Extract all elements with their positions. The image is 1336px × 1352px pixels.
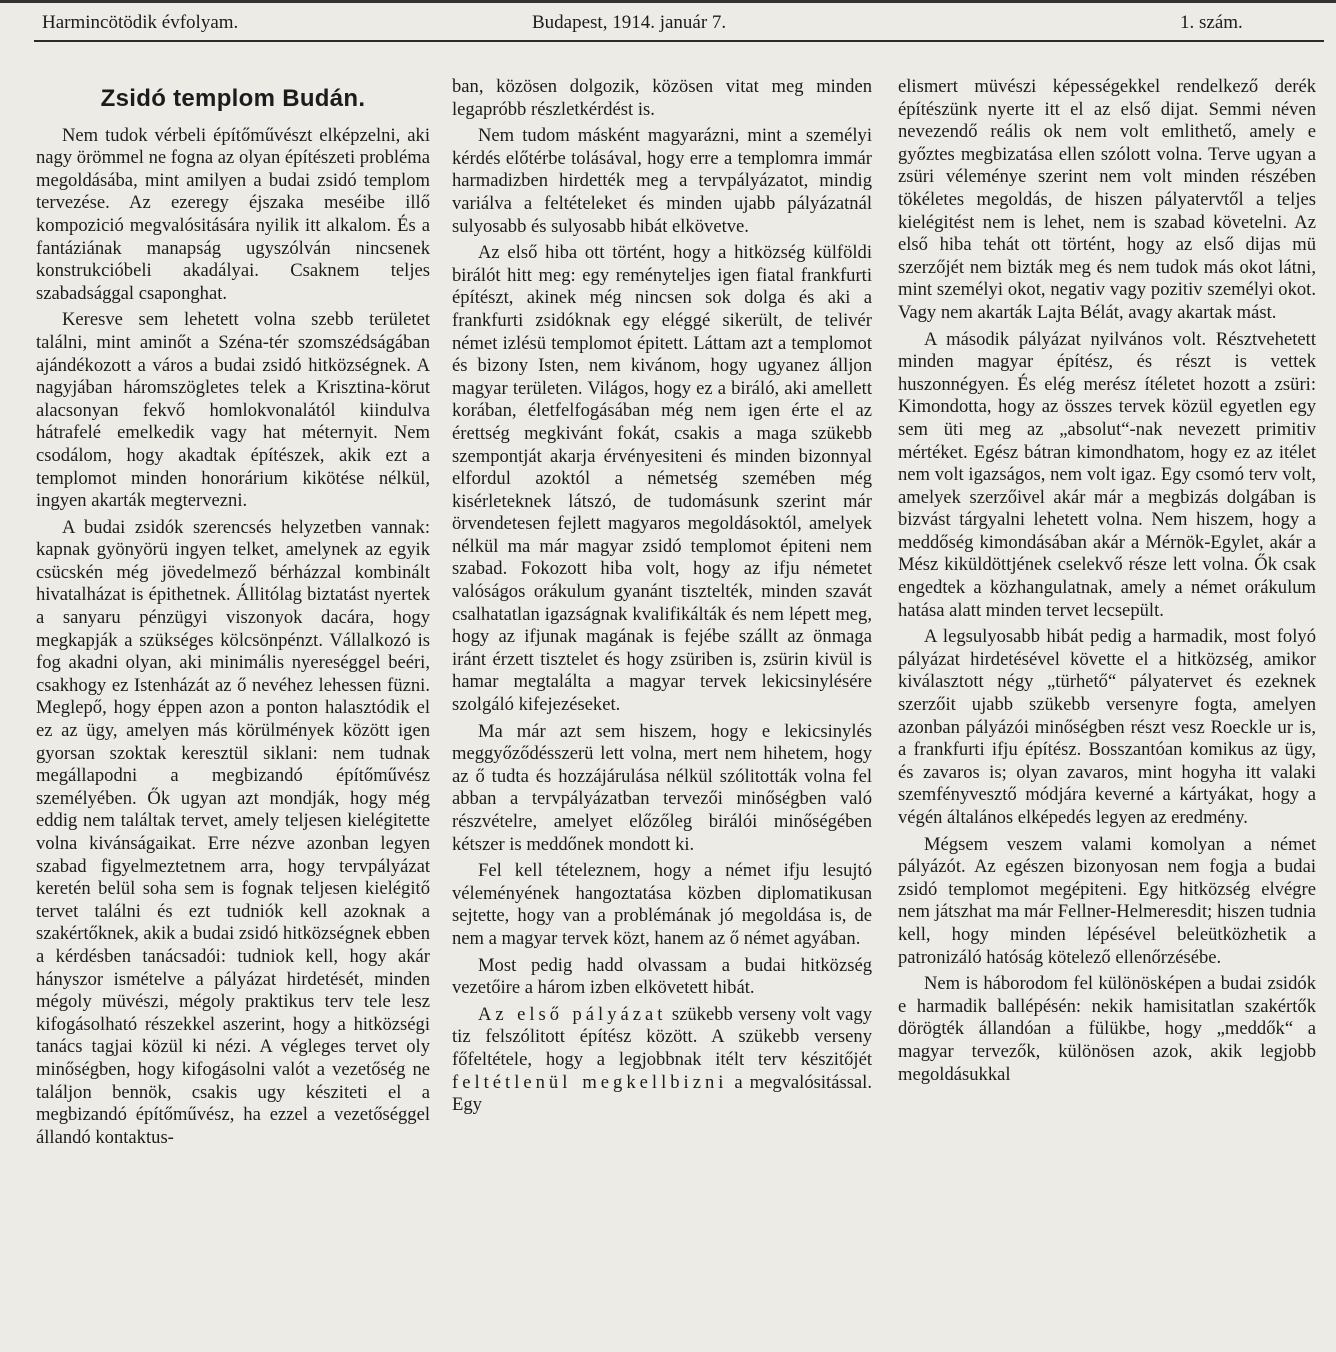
paragraph: Most pedig hadd olvassam a budai hitközség vezetőire a három izben elkövetett hibát. bbox=[452, 954, 872, 999]
column-1 bbox=[36, 74, 430, 1346]
text: szükebb verseny volt vagy tiz felszólitott építész között. A szükebb verseny főfeltétele, hogy a legjobbnak itélt terv készitőjét bbox=[452, 1003, 872, 1070]
header-rule bbox=[34, 40, 1324, 42]
issue-number: 1. szám. bbox=[1180, 12, 1243, 33]
volume-label: Harmincötödik évfolyam. bbox=[42, 12, 239, 33]
column-3 bbox=[898, 76, 1316, 1348]
paragraph: Mégsem veszem valami komolyan a német pályázót. Az egészen bizonyosan nem fogja a budai zsidó templomot megépiteni. Egy hitközség elvégre nem játszhat ma már Fellner-Helmeresdit; hiszen tudnia kell, hogy minden lépésével beleütközhetik a patronizáló hatóság kötelező ellenőrzésébe. bbox=[898, 833, 1316, 968]
paragraph: Az első hiba ott történt, hogy a hitközség külföldi birálót hitt meg: egy reményteljes igen fiatal frankfurti építészt, akinek még nincsen sok dolga és aki a frankfurti zsidóknak egy eléggé sikerült, de telivér német izlésü templomot épitett. Láttam azt a templomot és bizony Isten, nem kivánom, hogy ugyanez álljon magyar területen. Világos, hogy ez a biráló, aki amellett korában, életfelfogásában még nem igen érte el az érettség megkivánt fokát, csakis a maga szükebb szempontját akarja érvényesiteni és minden bizonnyal elfordul azoktól a németség szemében még kisérleteknek látszó, de tudomásunk szerint már örvendetesen fejlett magyaros megoldásoktól, amelyek nélkül ma már magyar zsidó templomot épiteni nem szabad. Fokozott hiba volt, hogy az ifju németet valóságos orákulum gyanánt tisztelték, minden szavát csalhatatlan igazságnak kvalifikálták és nem lépett meg, hogy az ifjunak magának is fejébe szállt az önmaga iránt érzett tisztelet és hogy zsüriben is, zsürin kivül is hamar megtalálta a magyar tervek lekicsinylésére szolgáló kifejezéseket. bbox=[452, 242, 872, 716]
paragraph: Keresve sem lehetett volna szebb területet találni, mint aminőt a Széna-tér szomszédságában ajándékozott a város a budai zsidó hitközségnek. A nagyjában háromszögletes telek a Krisztina-körut alacsonyan fekvő homlokvonalától kiindulva hátrafelé emelkedik vagy hat méternyit. Nem csodálom, hogy akadtak építészek, akik ezt a templomot minden honorárium kikötése nélkül, ingyen akarták megtervezni. bbox=[36, 309, 430, 512]
paragraph: Nem tudok vérbeli építőművészt elképzelni, aki nagy örömmel ne fogna az olyan építészeti probléma megoldásába, mint amilyen a budai zsidó templom tervezése. Az ezeregy éjszaka meséibe illő kompozició megvalósitására nyilik itt alkalom. És a fantáziának manapság ugyszólván nincsenek konstrukcióbeli akadályai. Csaknem teljes szabadsággal csaponghat. bbox=[36, 124, 430, 304]
paragraph: A budai zsidók szerencsés helyzetben vannak: kapnak gyönyörü ingyen telket, amelynek az egyik csücskén még jövedelmező bérházzal kombinált hivatalházat is épithetnek. Állitólag biztatást nyertek a sanyaru pénzügyi viszonyok dacára, hogy megkapják a szükséges kölcsönpénzt. Vállalkozó is fog akadni olyan, aki minimális nyereséggel beéri, csakhogy ez Istenházát az ő nevéhez lehessen füzni. Meglepő, hogy éppen azon a ponton halasztódik el ez az ügy, amelyen más körülmények között igen gyorsan szoktak keresztül siklani: nem tudnak megállapodni a megbizandó építőművész személyében. Ők ugyan azt mondják, hogy még eddig nem találtak tervet, amely teljesen kielégitette volna kivánságaikat. Erre nézve azonban legyen szabad figyelmeztetnem arra, hogy tervpályázat keretén belül soha sem is fognak teljesen kielégitő tervet találni és ezt tudniók kell azoknak a szakértőknek, akik a budai zsidó hitközségnek ebben a kérdésben tanácsadói: tudniok kell, hogy akár hányszor ismételve a pályázat hirdetését, minden mégoly müvészi, mégoly praktikus terv tele lesz kifogásolható részekkel aszerint, hogy a hitközségi tanács tagjai közül ki nézi. A végleges tervet oly minőségben, hogy kifogásolni valót a vezetőség ne találjon bennök, csakis ugy késziteti el a megbizandó építőművész, ha ezzel a vezetőséggel állandó kontaktus- bbox=[36, 516, 430, 1148]
spaced-text: Az első pályázat bbox=[478, 1003, 667, 1025]
paragraph: Ma már azt sem hiszem, hogy e lekicsinylés meggyőződésszerü lett volna, mert nem hihetem, hogy az ő tudta és hozzájárulása nélkül szólitották volna fel abban a tervpályázatban tervezői minőségben való részvételre, amelyet előzőleg birálói minőségében kétszer is meddőnek mondott ki. bbox=[452, 720, 872, 855]
paragraph-spaced bbox=[452, 1004, 872, 1117]
text: a megvalósitással. Egy bbox=[452, 1071, 872, 1116]
paragraph: Fel kell tételeznem, hogy a német ifju lesujtó véleményének hangoztatása közben diplomatikusan sejtette, hogy van a problémának jó megoldása is, de nem a magyar tervek közt, hanem az ő német agyában. bbox=[452, 860, 872, 949]
masthead bbox=[0, 0, 1336, 40]
article-title: Zsidó templom Budán. bbox=[100, 85, 366, 112]
paragraph: A legsulyosabb hibát pedig a harmadik, most folyó pályázat hirdetésével követte el a hitközség, amikor kiválasztott négy „türhető“ pályatervet és ezeknek szerzőit ujabb szükebb versenyre fogta, amelyen azonban pályázói minőségben részt vesz Roeckle ur is, a frankfurti ifju építész. Bosszantóan komikus az ügy, és zavaros is; olyan zavaros, mint hogyha itt valaki szemfényvesztő módjára keverné a kártyákat, hogy a végén általános elképedés legyen az eredmény. bbox=[898, 626, 1316, 828]
paragraph: A második pályázat nyilvános volt. Résztvehetett minden magyar építész, és részt is vettek huszonnégyen. És elég merész ítéletet hozott a zsüri: Kimondotta, hogy az összes tervek közül egyetlen egy sem üti meg az „absolut“-nak nevezett primitiv mértéket. Egész bátran kimondhatom, hogy ez az itélet nem volt igazságos, nem volt igaz. Egy csomó terv volt, amelyek szerzőivel akár már a megbizás dolgában is bizvást tárgyalni lehetett volna. Nem hiszem, hogy a meddőség kimondásában akár a Mérnök-Egylet, akár a Mész kiküldöttjének cselekvő része lett volna. Ők csak engedtek a közhangulatnak, amely a német orákulum hatása alatt minden tervet lecsepült. bbox=[898, 328, 1316, 621]
paragraph: elismert müvészi képességekkel rendelkező derék építészünk nyerte itt el az első dijat. Semmi néven nevezendő reális ok nem volt emlithető, amely e győztes megbizatása ellen szólott volna. Terve ugyan a zsüri véleménye szerint nem volt minden részében tökéletes megoldás, de hiszen pályatervtől a teljes kielégitést nem is lehet, nem is szabad követelni. Az első hiba tehát ott történt, hogy az első dijas mü szerzőjét nem bizták meg és nem tudok más okot látni, mint személyi okot, negativ vagy pozitiv személyi okot. Vagy nem akarták Lajta Bélát, avagy akartak mást. bbox=[898, 76, 1316, 323]
paragraph: Nem is háborodom fel különösképen a budai zsidók e harmadik ballépésén: nekik hamisitatlan szakértők dörögték állandóan a fülükbe, hogy „meddők“ a magyar tervezők, különösen azok, akik legjobb megoldásukkal bbox=[898, 973, 1316, 1085]
paragraph: Nem tudom másként magyarázni, mint a személyi kérdés előtérbe tolásával, hogy erre a templomra immár harmadizben hirdették meg a tervpályázatot, mindig variálva a feltételeket és minden ujabb pályázatnál sulyosabb és sulyosabb hibát elkövetve. bbox=[452, 125, 872, 237]
paragraph: ban, közösen dolgozik, közösen vitat meg minden legapróbb részletkérdést is. bbox=[452, 76, 872, 120]
column-2 bbox=[452, 76, 872, 1348]
dateline: Budapest, 1914. január 7. bbox=[532, 12, 727, 33]
spaced-text: feltétlenül megkellbizni bbox=[452, 1071, 728, 1093]
